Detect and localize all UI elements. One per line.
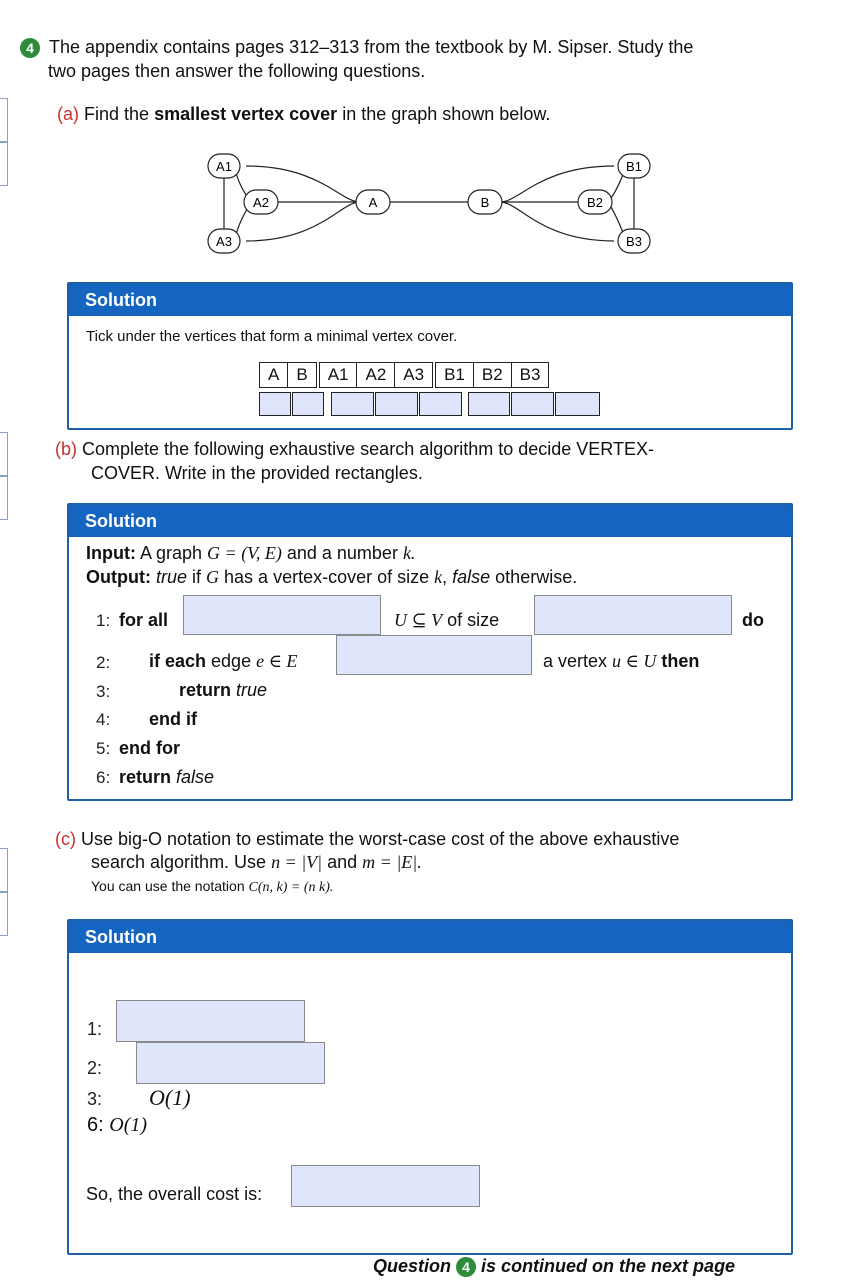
question-number-badge: 4 xyxy=(20,38,40,58)
part-c-math-1: n = |V| xyxy=(271,852,323,872)
vertex-header: B3 xyxy=(511,363,549,388)
size-answer-box[interactable] xyxy=(534,595,732,635)
line-number: 6: xyxy=(96,768,111,787)
return-value: true xyxy=(231,680,268,700)
line6-cost-row xyxy=(87,1114,147,1137)
line-number: 2: xyxy=(87,1058,103,1078)
part-a-prompt xyxy=(57,102,550,126)
tick-cell[interactable] xyxy=(259,392,291,416)
footer-text-before: Question xyxy=(373,1256,452,1276)
solution-header: Solution xyxy=(69,284,791,316)
node-b3 xyxy=(618,229,650,253)
input-math-1: G = (V, E) xyxy=(207,543,282,563)
return-true-line xyxy=(179,680,267,701)
intro-line-2: two pages then answer the following questions. xyxy=(48,61,426,81)
output-text-3: , xyxy=(442,567,453,587)
line-number: 1: xyxy=(87,1019,103,1039)
hint-text: You can use the notation xyxy=(91,878,249,894)
node-b1 xyxy=(618,154,650,178)
algorithm-output xyxy=(86,567,577,588)
part-b-prompt xyxy=(55,437,775,461)
do-keyword: do xyxy=(742,610,764,630)
input-text-1: A graph xyxy=(135,543,208,563)
return-keyword: return xyxy=(119,767,172,787)
node-label: A3 xyxy=(216,234,232,249)
part-b-line-2: COVER. Write in the provided rectangles. xyxy=(91,463,423,483)
part-c-text-b: and xyxy=(322,852,363,872)
node-label: A2 xyxy=(253,195,269,210)
then-keyword: then xyxy=(656,651,700,671)
vertex-header: B2 xyxy=(473,363,511,388)
line-number: 4: xyxy=(96,710,111,729)
input-math-2: k. xyxy=(402,543,416,563)
margin-bar xyxy=(0,476,8,520)
margin-bar xyxy=(0,848,8,892)
part-b-line-1: Complete the following exhaustive search algorithm to decide VERTEX- xyxy=(82,439,654,459)
part-c-line-1: Use big-O notation to estimate the worst-case cost of the above exhaustive xyxy=(81,829,680,849)
part-c-label: (c) xyxy=(55,829,76,849)
overall-cost-answer-box[interactable] xyxy=(291,1165,480,1207)
part-a-text-after: in the graph shown below. xyxy=(337,104,551,124)
input-label: Input: xyxy=(86,543,136,563)
hint-math: C(n, k) = (n k). xyxy=(248,880,334,895)
solution-box-c xyxy=(67,919,793,1255)
tick-row xyxy=(259,392,602,418)
output-true: true xyxy=(155,567,188,587)
vertex-math: u ∈ U xyxy=(612,651,657,671)
line2-cost-answer-box[interactable] xyxy=(136,1042,325,1084)
edge-condition-answer-box[interactable] xyxy=(336,635,532,675)
solution-header: Solution xyxy=(69,505,791,537)
node-a3 xyxy=(208,229,240,253)
part-c-prompt xyxy=(55,827,795,851)
output-text-2: has a vertex-cover of size xyxy=(219,567,435,587)
vertex-header: B1 xyxy=(434,363,473,388)
edge-text: edge xyxy=(206,651,257,671)
return-value: false xyxy=(171,767,215,787)
if-each-keyword: if each xyxy=(149,651,207,671)
vertex-cover-instruction: Tick under the vertices that form a minimal vertex cover. xyxy=(86,328,458,345)
end-if-keyword: end if xyxy=(149,709,197,729)
part-b-label: (b) xyxy=(55,439,77,459)
node-a1 xyxy=(208,154,240,178)
end-for-keyword: end for xyxy=(119,738,180,758)
margin-bar xyxy=(0,892,8,936)
return-keyword: return xyxy=(179,680,232,700)
vertex-clause xyxy=(543,651,699,672)
line3-cost: O(1) xyxy=(149,1085,191,1110)
line-number: 6: xyxy=(87,1114,104,1136)
node-a xyxy=(356,190,390,214)
part-a-bold: smallest vertex cover xyxy=(154,104,338,124)
return-false-line xyxy=(119,767,214,788)
footer-question-badge: 4 xyxy=(456,1257,476,1277)
input-text-2: and a number xyxy=(281,543,403,563)
node-label: B xyxy=(480,195,490,210)
part-c-math-2: m = |E|. xyxy=(362,852,422,872)
subset-clause xyxy=(394,610,499,631)
overall-cost-label: So, the overall cost is: xyxy=(86,1184,263,1204)
part-a-label: (a) xyxy=(57,104,79,124)
node-a2 xyxy=(244,190,278,214)
line-number: 5: xyxy=(96,739,111,758)
vertex-header: A3 xyxy=(395,363,434,388)
solution-box-a xyxy=(67,282,793,430)
footer-text-after: is continued on the next page xyxy=(481,1256,736,1276)
for-all-keyword: for all xyxy=(119,610,169,630)
node-b2 xyxy=(578,190,612,214)
vertex-graph xyxy=(190,140,670,265)
algorithm-input xyxy=(86,543,415,564)
vertex-header: A2 xyxy=(357,363,395,388)
tick-cell[interactable] xyxy=(331,392,374,416)
output-math-2: k xyxy=(434,567,443,587)
line-number: 2: xyxy=(96,653,111,672)
node-label: A1 xyxy=(216,159,232,174)
output-text-4: otherwise. xyxy=(490,567,578,587)
part-a-text: Find the xyxy=(84,104,155,124)
part-c-line-2 xyxy=(91,850,422,874)
subset-text: of size xyxy=(442,610,500,630)
part-c-hint xyxy=(91,878,333,896)
part-c-text-a: search algorithm. Use xyxy=(91,852,272,872)
node-label: B1 xyxy=(626,159,642,174)
margin-bar xyxy=(0,98,8,142)
for-all-answer-box[interactable] xyxy=(183,595,381,635)
line6-cost: O(1) xyxy=(109,1114,148,1136)
output-math-1: G xyxy=(206,567,220,587)
line-number: 1: xyxy=(96,611,111,630)
tick-cell[interactable] xyxy=(555,392,600,416)
output-false: false xyxy=(452,567,491,587)
solution-box-b xyxy=(67,503,793,801)
if-each-clause xyxy=(149,651,297,672)
margin-bar xyxy=(0,432,8,476)
vertex-header: B xyxy=(288,363,318,388)
line1-cost-answer-box[interactable] xyxy=(116,1000,305,1042)
vertex-table xyxy=(259,362,549,388)
line-number: 3: xyxy=(96,682,111,701)
subset-math: U ⊆ V xyxy=(394,610,443,630)
question-intro xyxy=(20,35,800,59)
vertex-text: a vertex xyxy=(543,651,613,671)
tick-cell[interactable] xyxy=(419,392,462,416)
intro-line-1: The appendix contains pages 312–313 from the textbook by M. Sipser. Study the xyxy=(49,37,694,57)
tick-cell[interactable] xyxy=(375,392,418,416)
vertex-header: A xyxy=(260,363,288,388)
output-text-1: if xyxy=(187,567,207,587)
output-label: Output: xyxy=(86,567,151,587)
node-b xyxy=(468,190,502,214)
node-label: B2 xyxy=(587,195,603,210)
margin-bar xyxy=(0,142,8,186)
tick-cell[interactable] xyxy=(292,392,324,416)
node-label: A xyxy=(368,195,378,210)
node-label: B3 xyxy=(626,234,642,249)
footer-continued xyxy=(373,1256,735,1277)
line-number: 3: xyxy=(87,1089,103,1109)
edge-math: e ∈ E xyxy=(256,651,298,671)
tick-cell[interactable] xyxy=(511,392,554,416)
vertex-header: A1 xyxy=(318,363,357,388)
solution-header: Solution xyxy=(69,921,791,953)
tick-cell[interactable] xyxy=(468,392,510,416)
